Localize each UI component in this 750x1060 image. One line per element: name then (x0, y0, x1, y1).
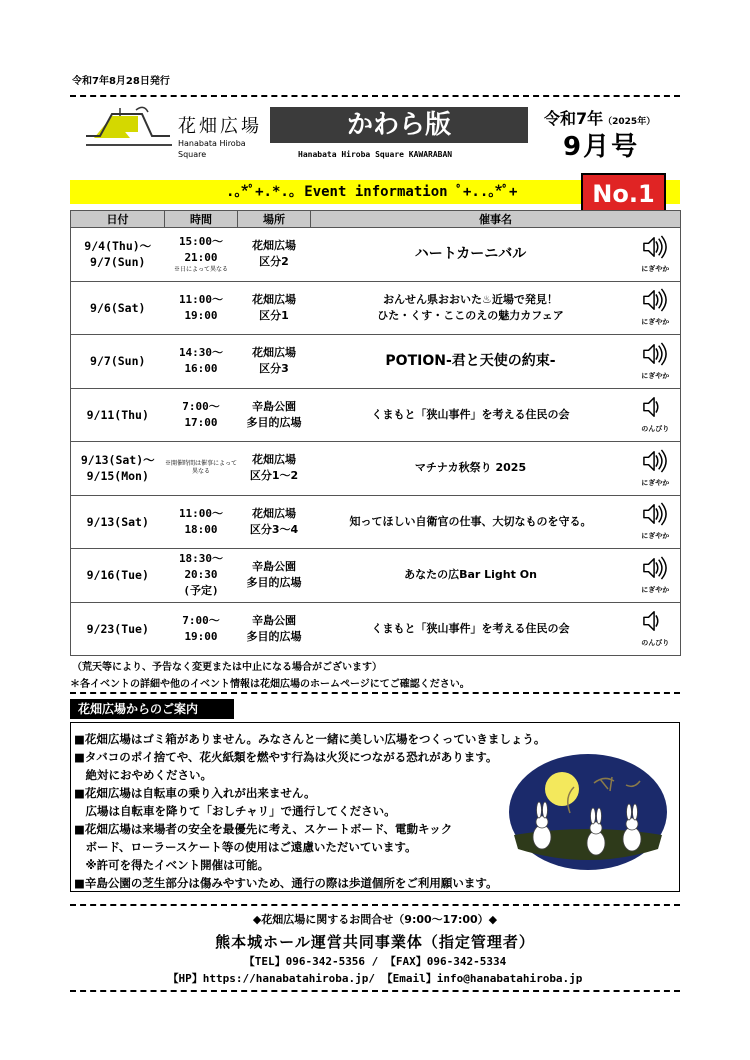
event-time-start: 7:00～ (182, 399, 220, 413)
contact-heading: ◆花畑広場に関するお問合せ（9:00～17:00）◆ (252, 913, 498, 926)
guide-line: ■花畑広場は自転車の乗り入れが出来ません。 (74, 786, 316, 800)
newsletter-title: かわら版 (270, 107, 528, 143)
speaker-loud-icon (640, 449, 670, 478)
guide-line: ■花畑広場は来場者の安全を最優先に考え、スケートボード、電動キック (74, 822, 453, 836)
moon-rabbits-illustration-icon (508, 753, 668, 871)
lower-dashed-divider (70, 904, 680, 906)
details-note: ＊各イベントの詳細や他のイベント情報は花畑広場のホームページにてご確認ください。 (70, 679, 470, 690)
guide-line: ■タバコのポイ捨てや、花火紙類を燃やす行為は火災につながる恐れがあります。 (74, 750, 498, 764)
organization-name: 熊本城ホール運営共同事業体（指定管理者） (215, 933, 535, 951)
sound-level (631, 495, 681, 549)
event-title: くまもと「狭山事件」を考える住民の会 (311, 602, 631, 656)
event-time-end: 17:00 (184, 415, 218, 429)
event-title: マチナカ秋祭り 2025 (311, 442, 631, 496)
event-time-end: 16:00 (184, 362, 218, 376)
event-date: 9/16(Tue) (71, 549, 165, 603)
sound-level (631, 442, 681, 496)
event-time-extra: (予定) (183, 584, 219, 598)
event-time (165, 228, 238, 282)
sound-level (631, 549, 681, 603)
table-row (71, 388, 681, 442)
hanabata-logo-icon (86, 104, 172, 150)
event-time (165, 281, 238, 335)
event-time-end: 19:00 (184, 629, 218, 643)
sound-level (631, 281, 681, 335)
event-time (165, 388, 238, 442)
table-row (71, 228, 681, 282)
issue-year: 令和7年（2025年） (544, 109, 656, 128)
weather-note: （荒天等により、予告なく変更または中止になる場合がございます） (72, 662, 382, 673)
event-place: 花畑広場 区分3～4 (238, 495, 311, 549)
guide-line: 絶対におやめください。 (74, 768, 212, 782)
sound-level-label: のんびり (641, 639, 670, 648)
event-title: POTION-君と天使の約束- (311, 335, 631, 389)
event-place: 花畑広場 区分3 (238, 335, 311, 389)
event-date: 9/6(Sat) (71, 281, 165, 335)
table-row (71, 442, 681, 496)
sound-level (631, 228, 681, 282)
event-title: ハートカーニバル (311, 228, 631, 282)
event-title: あなたの広Bar Light On (311, 549, 631, 603)
top-dashed-divider (70, 95, 680, 97)
sound-level (631, 388, 681, 442)
tel-fax: 【TEL】096-342-5356 / 【FAX】096-342-5334 (243, 955, 507, 968)
guide-title: 花畑広場からのご案内 (70, 699, 234, 719)
table-row (71, 335, 681, 389)
sound-level-label: にぎやか (641, 585, 670, 594)
event-date: 9/7(Sun) (71, 335, 165, 389)
table-row (71, 549, 681, 603)
sound-level-label: にぎやか (641, 478, 670, 487)
event-date: 9/23(Tue) (71, 602, 165, 656)
event-time-start: 18:30～ (178, 552, 224, 566)
guide-line: ■花畑広場はゴミ箱がありません。みなさんと一緒に美しい広場をつくっていきましょう。 (74, 732, 546, 746)
issue-month: 9月号 (563, 132, 640, 162)
event-time-start: 11:00～ (178, 292, 224, 306)
speaker-loud-icon (640, 342, 670, 371)
event-time-start: 15:00～ (178, 235, 224, 249)
event-table-header (71, 211, 681, 228)
table-row (71, 602, 681, 656)
sound-level-label: のんびり (641, 425, 670, 434)
event-title: おんせん県おおいた♨近場で発見！ ひた・くす・ここのえの魅力カフェア (311, 281, 631, 335)
event-time (165, 495, 238, 549)
event-time-start: 11:00～ (178, 506, 224, 520)
logo-name-jp: 花畑広場 (178, 116, 262, 137)
speaker-loud-icon (640, 556, 670, 585)
table-row (71, 495, 681, 549)
speaker-loud-icon (640, 502, 670, 531)
event-table (70, 210, 681, 656)
event-time-end: 19:00 (184, 308, 218, 322)
middle-dashed-divider (70, 692, 680, 694)
event-title: 知ってほしい自衛官の仕事、大切なものを守る。 (311, 495, 631, 549)
website-email: 【HP】https://hanabatahiroba.jp/ 【Email】info@hanabatahiroba.jp (167, 972, 583, 985)
sound-level-label: にぎやか (641, 371, 670, 380)
event-place: 花畑広場 区分1 (238, 281, 311, 335)
header-date: 日付 (71, 211, 165, 228)
header-time: 時間 (165, 211, 238, 228)
event-date: 9/13(Sat) (71, 495, 165, 549)
event-place: 辛島公園 多目的広場 (238, 388, 311, 442)
event-date: 9/13(Sat)～ 9/15(Mon) (71, 442, 165, 496)
sound-level-label: にぎやか (641, 532, 670, 541)
newsletter-subtitle: Hanabata Hiroba Square KAWARABAN (298, 150, 453, 159)
event-time-start: 7:00～ (182, 613, 220, 627)
sound-level-label: にぎやか (641, 318, 670, 327)
guide-line: 広場は自転車を降りて「おしチャリ」で通行してください。 (74, 804, 396, 818)
event-time-start: 14:30～ (178, 346, 224, 360)
header-event: 催事名 (311, 211, 681, 228)
event-time (165, 335, 238, 389)
event-info-banner: .｡*ﾟ+.*.｡ Event information ﾟ+..｡*ﾟ+ (70, 180, 680, 204)
event-time (165, 602, 238, 656)
issue-date: 令和7年8月28日発行 (72, 76, 170, 87)
sound-level (631, 602, 681, 656)
event-place: 辛島公園 多目的広場 (238, 602, 311, 656)
event-time-note: ※日によって異なる (173, 266, 228, 274)
guide-line: ボード、ローラースケート等の使用はご遠慮いただいています。 (74, 840, 417, 854)
event-time-note: ※開催時間は催事によって異なる (164, 460, 237, 476)
event-place: 花畑広場 区分2 (238, 228, 311, 282)
event-time-end: 18:00 (184, 522, 218, 536)
sound-level-label: にぎやか (641, 264, 670, 273)
event-time-end: 21:00 (184, 251, 218, 265)
event-time (165, 442, 238, 496)
speaker-quiet-icon (640, 395, 670, 424)
logo-name-en: Hanabata Hiroba Square (178, 139, 246, 159)
event-time-end: 20:30 (184, 568, 218, 582)
event-place: 辛島公園 多目的広場 (238, 549, 311, 603)
event-date: 9/4(Thu)～ 9/7(Sun) (71, 228, 165, 282)
table-row (71, 281, 681, 335)
header-place: 場所 (238, 211, 311, 228)
guide-line: ■辛島公園の芝生部分は傷みやすいため、通行の際は歩道個所をご利用願います。 (74, 876, 498, 890)
speaker-loud-icon (640, 288, 670, 317)
sound-level (631, 335, 681, 389)
guide-line: ※許可を得たイベント開催は可能。 (74, 858, 270, 872)
event-date: 9/11(Thu) (71, 388, 165, 442)
bottom-dashed-divider (70, 990, 680, 992)
issue-number-badge: No.1 (581, 173, 666, 216)
speaker-loud-icon (640, 235, 670, 264)
event-time (165, 549, 238, 603)
event-place: 花畑広場 区分1～2 (238, 442, 311, 496)
event-title: くまもと「狭山事件」を考える住民の会 (311, 388, 631, 442)
speaker-quiet-icon (640, 609, 670, 638)
